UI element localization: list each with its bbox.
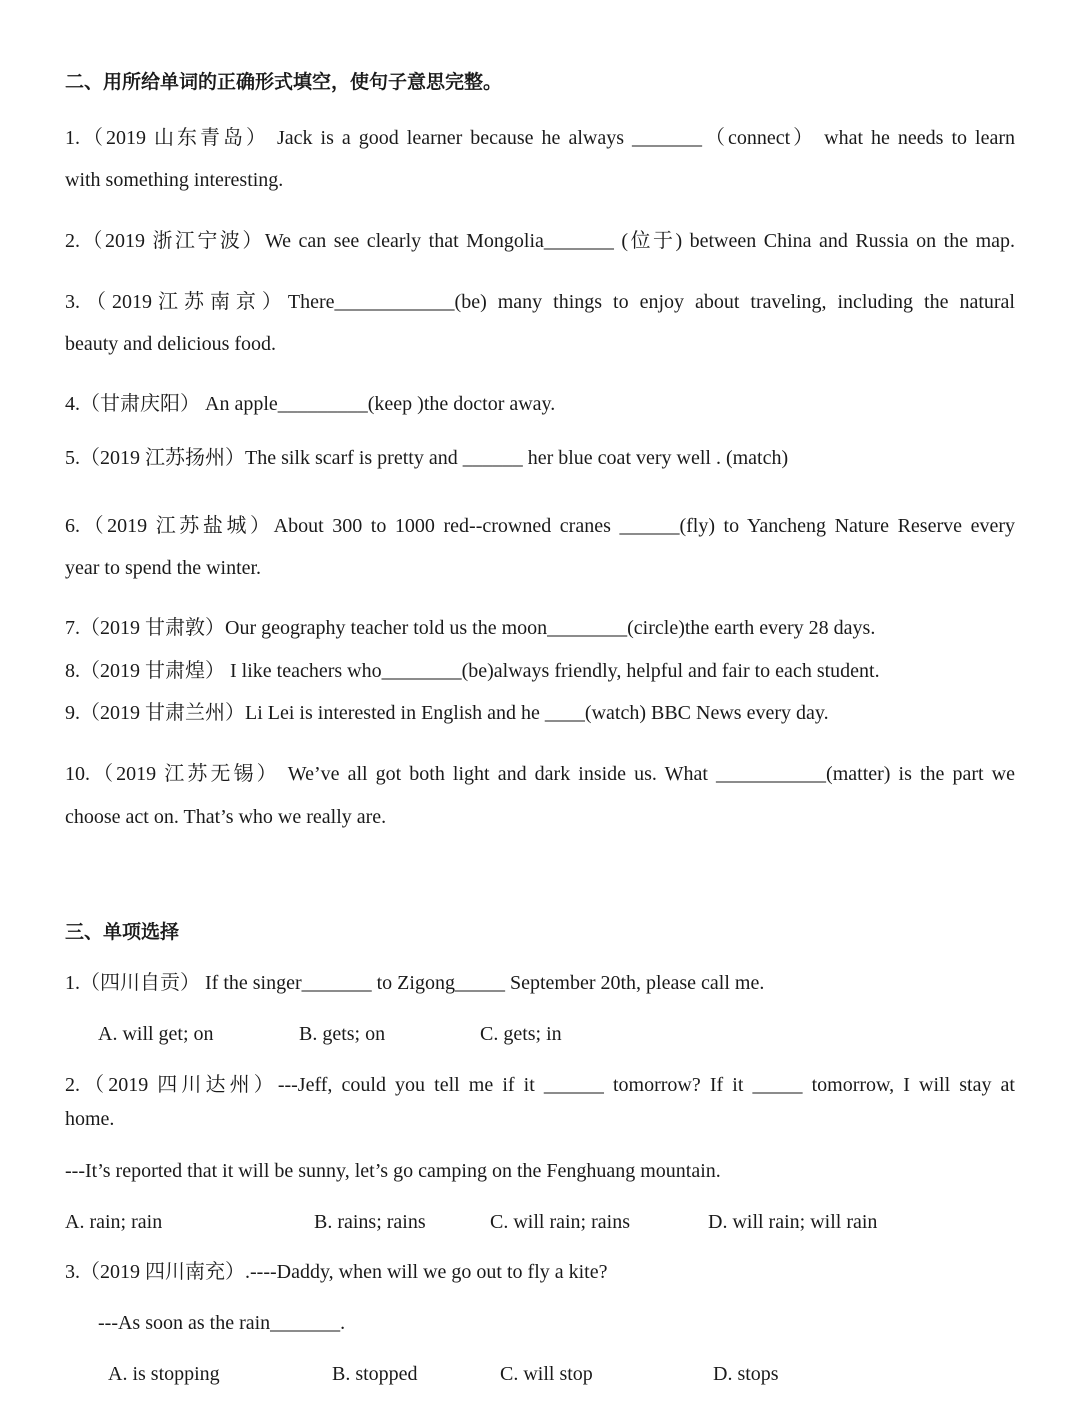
s3-question-1: 1.（四川自贡） If the singer_______ to Zigong_____ September 20th, please call me. <box>65 972 765 994</box>
section-2-heading: 二、用所给单词的正确形式填空，使句子意思完整。 <box>65 71 503 93</box>
s3-question-2-line-1: 2.（2019 四川达州）---Jeff, could you tell me if it ______ tomorrow? If it _____ tomorrow, I will stay at <box>65 1074 1015 1096</box>
s3-question-2-line-3: ---It’s reported that it will be sunny, let’s go camping on the Fenghuang mountain. <box>65 1160 721 1182</box>
s3-q2-option-b: B. rains; rains <box>314 1211 426 1233</box>
s3-q1-option-a: A. will get; on <box>98 1023 214 1045</box>
s3-question-3-line-2: ---As soon as the rain_______. <box>98 1312 346 1334</box>
s2-question-10-line-2: choose act on. That’s who we really are. <box>65 806 387 828</box>
s2-question-1-line-2: with something interesting. <box>65 169 284 191</box>
s2-question-2: 2.（2019 浙江宁波）We can see clearly that Mongolia_______ (位于) between China and Russia on the map. <box>65 230 1015 252</box>
s3-q2-option-d: D. will rain; will rain <box>708 1211 878 1233</box>
s2-question-9: 9.（2019 甘肃兰州）Li Lei is interested in English and he ____(watch) BBC News every day. <box>65 702 829 724</box>
s3-q1-option-c: C. gets; in <box>480 1023 562 1045</box>
s3-q1-option-b: B. gets; on <box>299 1023 386 1045</box>
section-3-heading: 三、单项选择 <box>65 921 180 943</box>
s3-q3-option-a: A. is stopping <box>108 1363 220 1385</box>
s2-question-6-line-1: 6.（2019 江苏盐城）About 300 to 1000 red--crowned cranes ______(fly) to Yancheng Nature Reserve every <box>65 515 1015 537</box>
s2-question-3-line-1: 3.（2019江苏南京）There____________(be) many things to enjoy about traveling, including the natural <box>65 291 1015 313</box>
s2-question-8: 8.（2019 甘肃煌） I like teachers who________(be)always friendly, helpful and fair to each student. <box>65 660 880 682</box>
s3-q2-option-c: C. will rain; rains <box>490 1211 630 1233</box>
s2-question-6-line-2: year to spend the winter. <box>65 557 262 579</box>
s2-question-3-line-2: beauty and delicious food. <box>65 333 277 355</box>
s3-q3-option-c: C. will stop <box>500 1363 593 1385</box>
s3-q3-option-b: B. stopped <box>332 1363 418 1385</box>
s3-q3-option-d: D. stops <box>713 1363 779 1385</box>
s3-question-3-line-1: 3.（2019 四川南充）.----Daddy, when will we go out to fly a kite? <box>65 1261 608 1283</box>
s2-question-5: 5.（2019 江苏扬州）The silk scarf is pretty and ______ her blue coat very well . (match) <box>65 447 789 469</box>
s2-question-7: 7.（2019 甘肃敦）Our geography teacher told us the moon________(circle)the earth every 28 days. <box>65 617 876 639</box>
s2-question-4: 4.（甘肃庆阳） An apple_________(keep )the doctor away. <box>65 393 556 415</box>
s3-question-2-line-2: home. <box>65 1108 115 1130</box>
s2-question-10-line-1: 10.（2019 江苏无锡） We’ve all got both light and dark inside us. What ___________(matter) is the part we <box>65 763 1015 785</box>
s2-question-1-line-1: 1.（2019 山东青岛） Jack is a good learner because he always _______（connect） what he needs to learn <box>65 127 1015 149</box>
s3-q2-option-a: A. rain; rain <box>65 1211 163 1233</box>
